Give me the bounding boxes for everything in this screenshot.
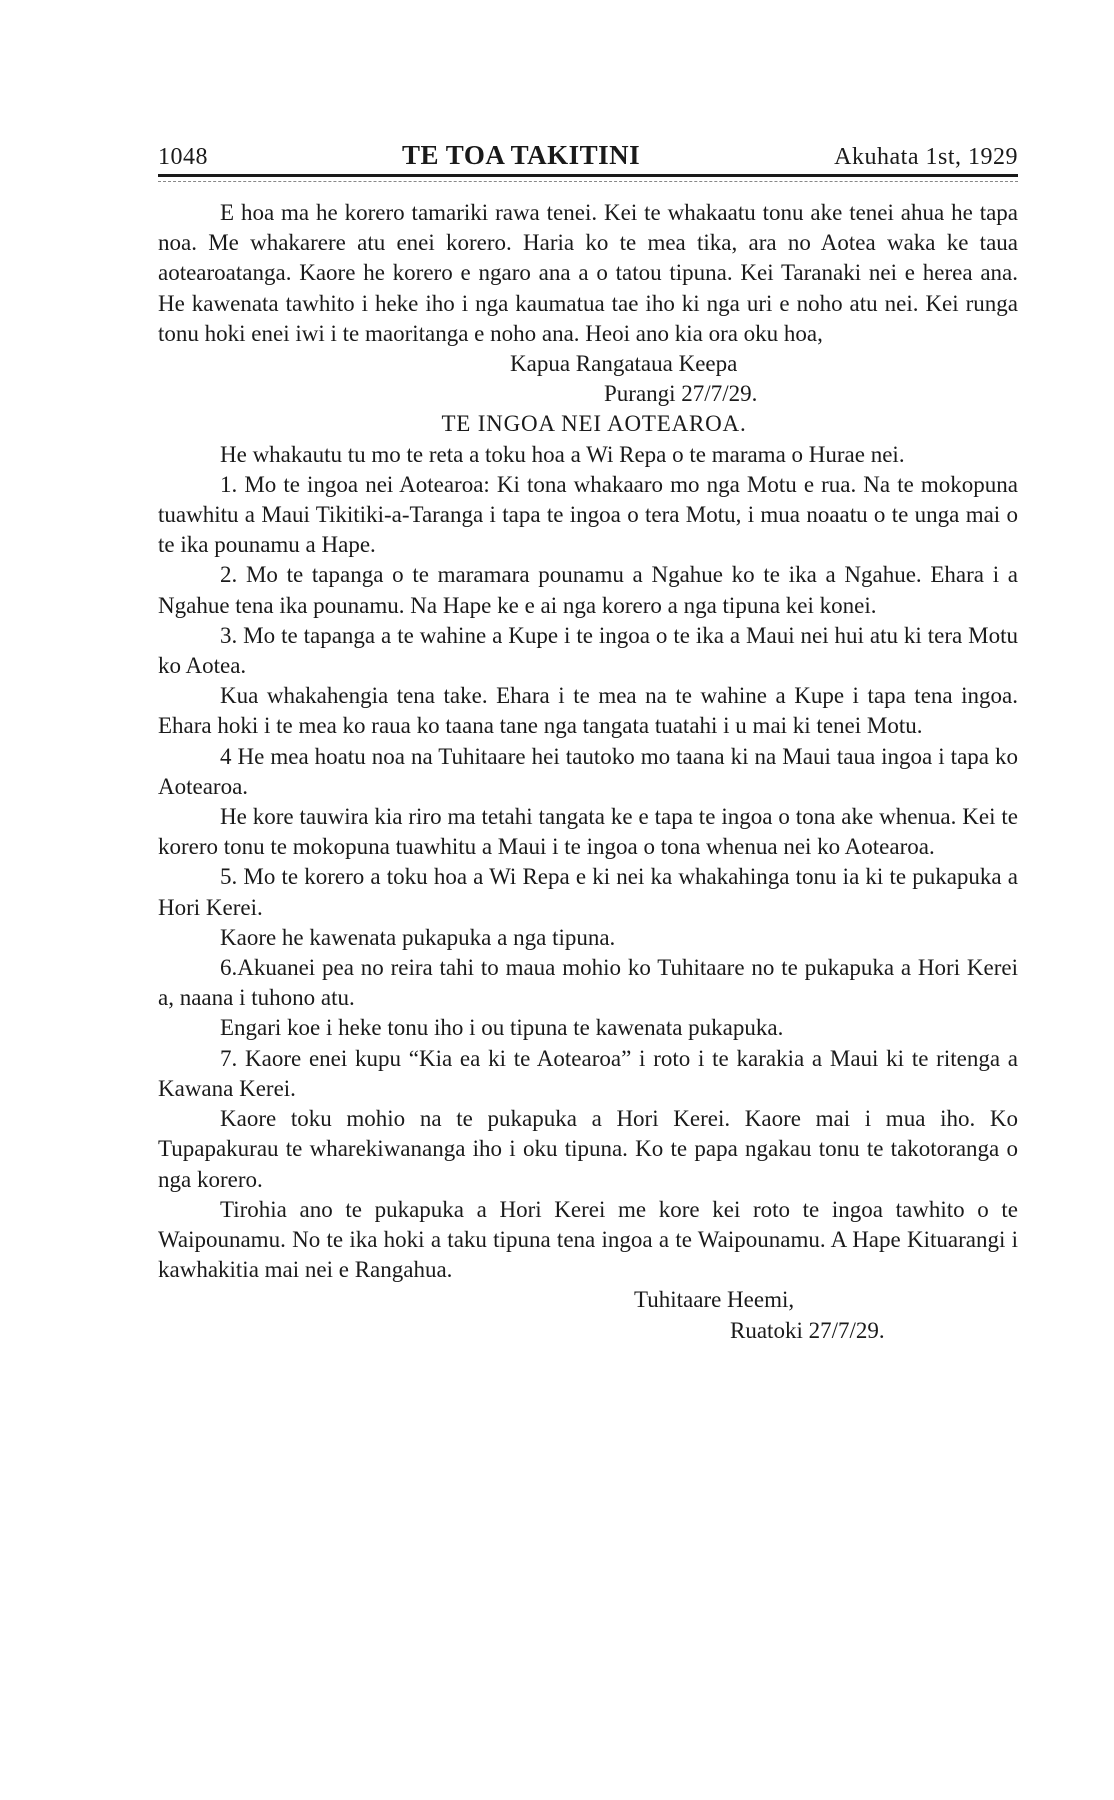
paragraph: 3. Mo te tapanga a te wahine a Kupe i te ingoa o te ika a Maui nei hui atu ki tera Motu ko Aotea. bbox=[158, 622, 1018, 679]
page-header bbox=[158, 140, 1018, 177]
paragraph: Engari koe i heke tonu iho i ou tipuna te kawenata pukapuka. bbox=[220, 1015, 784, 1041]
paragraph: Kaore toku mohio na te pukapuka a Hori Kerei. Kaore mai i mua iho. Ko Tupapakurau te wharekiwananga iho i oku tipuna. Ko te papa ngakau tonu te takotoranga o nga korero. bbox=[158, 1106, 1018, 1192]
paragraph: Kaore he kawenata pukapuka a nga tipuna. bbox=[220, 924, 616, 950]
paragraph: 6.Akuanei pea no reira tahi to maua mohio ko Tuhitaare no te pukapuka a Hori Kerei a, naana i tuhono atu. bbox=[158, 955, 1018, 1011]
letter2-signature-name: Tuhitaare Heemi, bbox=[634, 1287, 795, 1313]
paragraph: 2. Mo te tapanga o te maramara pounamu a Ngahue ko te ika a Ngahue. Ehara i a Ngahue tena ika pounamu. Na Hape ke e ai nga korero a nga tipuna kei konei. bbox=[158, 562, 1018, 618]
paragraph: Tirohia ano te pukapuka a Hori Kerei me kore kei roto te ingoa tawhito o te Waipounamu. No te ika hoki a taku tipuna tena ingoa a te Waipounamu. A Hape Kituarangi i kawhakitia mai nei e Rangahua. bbox=[158, 1196, 1018, 1283]
paragraph: He kore tauwira kia riro ma tetahi tangata ke e tapa te ingoa o tona ake whenua. Kei te korero tonu te mokopuna tuawhitu a Maui i te ingoa o tona whenua nei ko Aotearoa. bbox=[158, 804, 1018, 860]
page-number: 1048 bbox=[158, 144, 208, 170]
section-heading: TE INGOA NEI AOTEAROA. bbox=[441, 411, 747, 437]
paragraph: 1. Mo te ingoa nei Aotearoa: Ki tona whakaaro mo nga Motu e rua. Na te mokopuna tuawhitu a Maui Tikitiki-a-Taranga i tapa te ingoa o tera Motu, i mua noaatu o te unga mai o te ika pounamu a Hape. bbox=[158, 471, 1018, 558]
letter1-signature-name: Kapua Rangataua Keepa bbox=[510, 351, 738, 377]
publication-title: TE TOA TAKITINI bbox=[402, 140, 641, 170]
paragraph: 7. Kaore enei kupu “Kia ea ki te Aotearoa” i roto i te karakia a Maui ki te ritenga a Kawana Kerei. bbox=[158, 1045, 1018, 1101]
paragraph: Kua whakahengia tena take. Ehara i te mea na te wahine a Kupe i tapa tena ingoa. Ehara hoki i te mea ko raua ko taana tane nga tangata tuatahi i u mai ki tenei Motu. bbox=[158, 683, 1018, 739]
paragraph: 5. Mo te korero a toku hoa a Wi Repa e ki nei ka whakahinga tonu ia ki te pukapuka a Hori Kerei. bbox=[158, 864, 1018, 920]
paragraph: He whakautu tu mo te reta a toku hoa a Wi Repa o te marama o Hurae nei. bbox=[220, 441, 905, 467]
letter2-signature-date: Ruatoki 27/7/29. bbox=[730, 1317, 885, 1343]
header-divider bbox=[158, 181, 1018, 182]
letter1-paragraph: E hoa ma he korero tamariki rawa tenei. Kei te whakaatu tonu ake tenei ahua he tapa noa. Me whakarere atu enei korero. Haria ko te mea tika, ara no Aotea waka ke taua aotearoatanga. Kaore he korero e ngaro ana a o tatou tipuna. Kei Taranaki nei e herea ana. He kawenata tawhito i heke iho i nga kaumatua tae iho ki nga uri e noho atu nei. Kei runga tonu hoki enei iwi i te maoritanga e noho ana. Heoi ano kia ora oku hoa, bbox=[158, 200, 1018, 346]
paragraph: 4 He mea hoatu noa na Tuhitaare hei tautoko mo taana ki na Maui taua ingoa i tapa ko Aotearoa. bbox=[158, 743, 1018, 799]
issue-date: Akuhata 1st, 1929 bbox=[834, 144, 1018, 170]
letter1-signature-date: Purangi 27/7/29. bbox=[604, 381, 758, 407]
newspaper-page bbox=[158, 140, 1018, 1346]
article-body bbox=[158, 198, 1018, 1346]
